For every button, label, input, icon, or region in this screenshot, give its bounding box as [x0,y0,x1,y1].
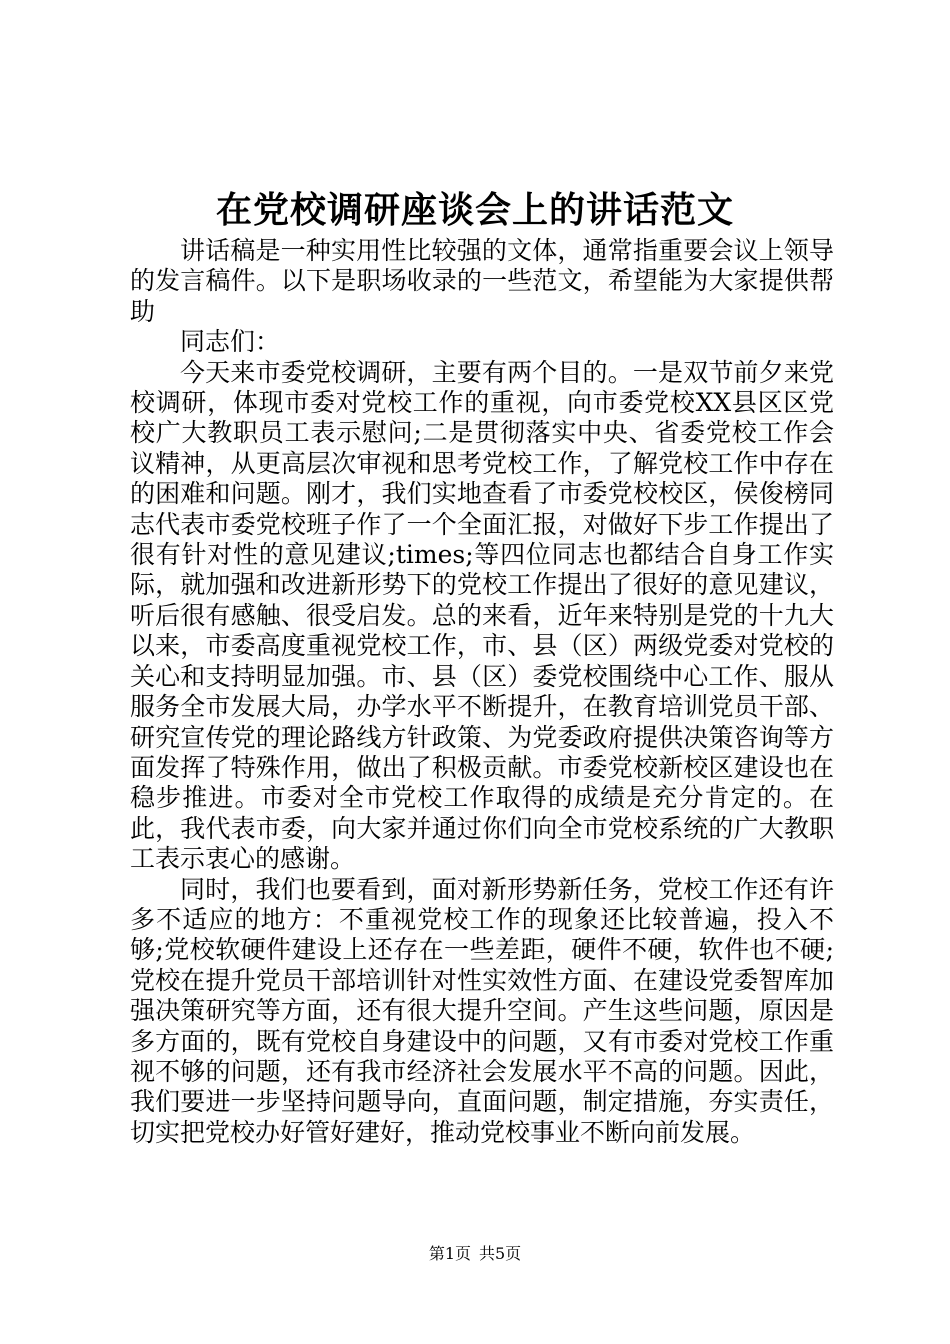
body-paragraph-1: 今天来市委党校调研，主要有两个目的。一是双节前夕来党校调研，体现市委对党校工作的重视，向市委党校XX县区区党校广大教职员工表示慰问;二是贯彻落实中央、省委党校工作会议精神，从更高层次审视和思考党校工作，了解党校工作中存在的困难和问题。刚才，我们实地查看了市委党校校区，侯俊榜同志代表市委党校班子作了一个全面汇报，对做好下步工作提出了很有针对性的意见建议;times;等四位同志也都结合自身工作实际，就加强和改进新形势下的党校工作提出了很好的意见建议，听后很有感触、很受启发。总的来看，近年来特别是党的十九大以来，市委高度重视党校工作，市、县（区）两级党委对党校的关心和支持明显加强。市、县（区）委党校围绕中心工作、服从服务全市发展大局，办学水平不断提升，在教育培训党员干部、研究宣传党的理论路线方针政策、为党委政府提供决策咨询等方面发挥了特殊作用，做出了积极贡献。市委党校新校区建设也在稳步推进。市委对全市党校工作取得的成绩是充分肯定的。在此，我代表市委，向大家并通过你们向全市党校系统的广大教职工表示衷心的感谢。 [130,357,834,874]
salutation: 同志们： [180,327,281,357]
page-total: 共5页 [479,1244,522,1263]
document-body [130,236,834,1148]
page-number: 第1页 [428,1244,471,1263]
document-title: 在党校调研座谈会上的讲话范文 [215,189,734,231]
body-paragraph-2: 同时，我们也要看到，面对新形势新任务，党校工作还有许多不适应的地方：不重视党校工作的现象还比较普遍，投入不够;党校软硬件建设上还存在一些差距，硬件不硬，软件也不硬;党校在提升党员干部培训针对性实效性方面、在建设党委智库加强决策研究等方面，还有很大提升空间。产生这些问题，原因是多方面的，既有党校自身建设中的问题，又有市委对党校工作重视不够的问题，还有我市经济社会发展水平不高的问题。因此，我们要进一步坚持问题导向，直面问题，制定措施，夯实责任，切实把党校办好管好建好，推动党校事业不断向前发展。 [130,874,834,1147]
intro-paragraph: 讲话稿是一种实用性比较强的文体，通常指重要会议上领导的发言稿件。以下是职场收录的一些范文，希望能为大家提供帮助 [130,236,834,326]
page-footer [0,1244,950,1264]
